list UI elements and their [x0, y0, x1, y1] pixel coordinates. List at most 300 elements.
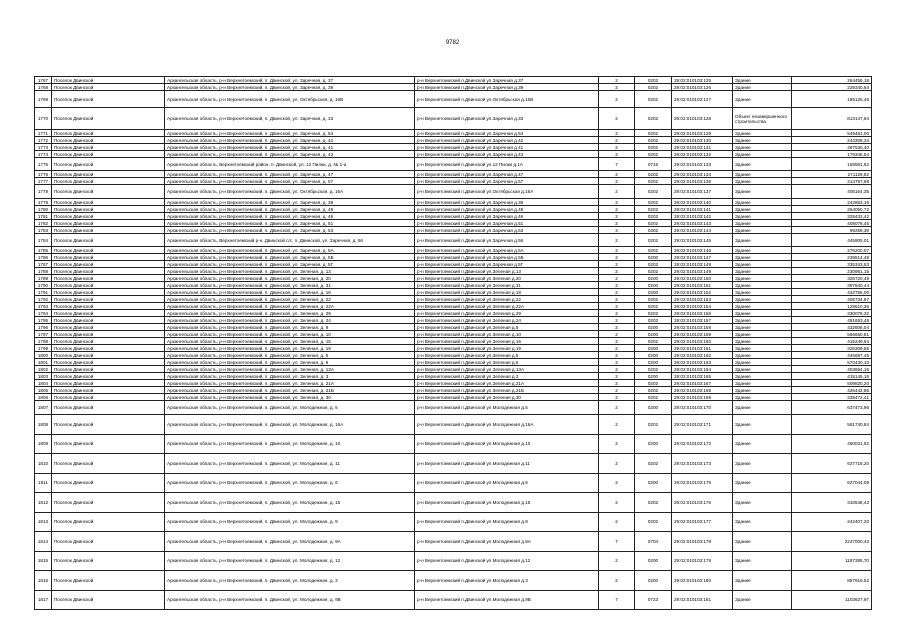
cadastral-value-cell: 185125,48 [792, 91, 872, 108]
short-address-cell: р-н Верхнетоемский п.Двинской ул.Заречная д.41 [415, 144, 599, 151]
cadastral-number-cell: 29:02:010103:126 [672, 84, 733, 91]
group-cell: 2 [599, 137, 635, 144]
cadastral-number-cell: 29:02:010103:137 [672, 185, 733, 199]
group-cell: 2 [599, 213, 635, 220]
object-type-cell: Здание [733, 415, 792, 435]
object-type-cell: Здание [733, 130, 792, 137]
address-cell: Архангельская область, р-н Верхнетоемский, п. Двинской, ул. Заречная, д. 53 [165, 227, 415, 234]
cadastral-value-cell: 214787,68 [792, 178, 872, 185]
cadastral-number-cell: 29:02:010103:172 [672, 434, 733, 454]
cadastral-value-cell: 264050,72 [792, 206, 872, 213]
group-cell: 2 [599, 303, 635, 310]
settlement-cell: Поселок Двинской [52, 130, 165, 137]
short-address-cell: р-н Верхнетоемский п.Двинской ул.Зеленая д.6 [415, 359, 599, 366]
code-cell: 0202 [635, 151, 672, 158]
group-cell: 2 [599, 366, 635, 373]
table-row [35, 275, 872, 282]
short-address-cell: р-н Верхнетоемский п.Двинской ул.Зеленая д.29 [415, 310, 599, 317]
row-number-cell: 1802 [35, 366, 52, 373]
group-cell: 2 [599, 268, 635, 275]
row-number-cell: 1776 [35, 171, 52, 178]
code-cell: 0200 [635, 345, 672, 352]
settlement-cell: Поселок Двинской [52, 220, 165, 227]
table-row [35, 401, 872, 415]
row-number-cell: 1797 [35, 331, 52, 338]
cadastral-number-cell: 29:02:010103:144 [672, 227, 733, 234]
cadastral-number-cell: 29:02:010103:177 [672, 512, 733, 532]
group-cell: 2 [599, 551, 635, 571]
code-cell: 0202 [635, 317, 672, 324]
code-cell: 0200 [635, 401, 672, 415]
cadastral-number-cell: 29:02:010103:142 [672, 213, 733, 220]
row-number-cell: 1813 [35, 512, 52, 532]
row-number-cell: 1768 [35, 84, 52, 91]
address-cell: Архангельская область, Верхнетоемский район, п. Двинской, ул. 12 Пилки, д. № 1-а [165, 158, 415, 171]
code-cell: 0202 [635, 261, 672, 268]
cadastral-number-cell: 29:02:010103:167 [672, 380, 733, 387]
short-address-cell: р-н Верхнетоемский п.Двинской ул.Зеленая д.9 [415, 324, 599, 331]
row-number-cell: 1812 [35, 493, 52, 513]
code-cell: 0202 [635, 185, 672, 199]
row-number-cell: 1796 [35, 324, 52, 331]
address-cell: Архангельская область, р-н Верхнетоемский, п. Двинской, ул. Зеленая, д. 18 [165, 289, 415, 296]
cadastral-value-cell: 2247000,43 [792, 532, 872, 552]
address-cell: Архангельская область, р-н Верхнетоемский, п. Двинской, ул. Заречная, д. 37 [165, 77, 415, 84]
row-number-cell: 1814 [35, 532, 52, 552]
address-cell: Архангельская область, р-н Верхнетоемский, п. Двинской, ул. Зеленая, д. 21Б [165, 387, 415, 394]
table-row [35, 213, 872, 220]
row-number-cell: 1803 [35, 373, 52, 380]
object-type-cell: Здание [733, 317, 792, 324]
row-number-cell: 1778 [35, 185, 52, 199]
cadastral-value-cell: 450031,82 [792, 434, 872, 454]
address-cell: Архангельская область, р-н Верхнетоемский, п. Двинской, ул. Зеленая, д. 6 [165, 359, 415, 366]
table-row [35, 144, 872, 151]
object-type-cell: Здание [733, 151, 792, 158]
object-type-cell: Здание [733, 199, 792, 206]
cadastral-number-cell: 29:02:010103:133 [672, 158, 733, 171]
cadastral-value-cell: 570430,10 [792, 359, 872, 366]
cadastral-number-cell: 29:02:010103:130 [672, 137, 733, 144]
cadastral-value-cell: 497530,40 [792, 144, 872, 151]
code-cell: 0202 [635, 206, 672, 213]
cadastral-value-cell: 264455,18 [792, 77, 872, 84]
settlement-cell: Поселок Двинской [52, 108, 165, 130]
code-cell: 0200 [635, 359, 672, 366]
short-address-cell: р-н Верхнетоемский п.Двинской ул.Молодежная д.3 [415, 571, 599, 591]
address-cell: Архангельская область, р-н Верхнетоемский, п. Двинской, ул. Молодежная, д. 6 [165, 473, 415, 493]
short-address-cell: р-н Верхнетоемский п.Двинской ул.Молодежная д.6 [415, 473, 599, 493]
code-cell: 0200 [635, 254, 672, 261]
table-row [35, 77, 872, 84]
cadastral-value-cell: 330078,32 [792, 310, 872, 317]
code-cell: 0200 [635, 373, 672, 380]
settlement-cell: Поселок Двинской [52, 261, 165, 268]
short-address-cell: р-н Верхнетоемский п.Двинской ул.Молодежная д.9В [415, 590, 599, 610]
cadastral-number-cell: 29:02:010103:173 [672, 454, 733, 474]
short-address-cell: р-н Верхнетоемский п.Двинской ул.Октябрьская д.16В [415, 91, 599, 108]
group-cell: 2 [599, 261, 635, 268]
address-cell: Архангельская область, р-н Верхнетоемский, п. Двинской, ул. Зеленая, д. 24 [165, 317, 415, 324]
cadastral-number-cell: 29:02:010103:131 [672, 144, 733, 151]
code-cell: 0202 [635, 220, 672, 227]
address-cell: Архангельская область, р-н Верхнетоемский, п. Двинской, ул. Зеленая, д. 19 [165, 345, 415, 352]
address-cell: Архангельская область, р-н Верхнетоемский, п. Двинской, ул. Заречная, д. 38 [165, 199, 415, 206]
settlement-cell: Поселок Двинской [52, 512, 165, 532]
table-row [35, 91, 872, 108]
cadastral-value-cell: 445905,01 [792, 234, 872, 247]
code-cell: 0202 [635, 247, 672, 254]
cadastral-value-cell: 326720,49 [792, 275, 872, 282]
short-address-cell: р-н Верхнетоемский п.Двинской ул.Заречная д.56 [415, 234, 599, 247]
cadastral-number-cell: 29:02:010103:170 [672, 401, 733, 415]
group-cell: 2 [599, 144, 635, 151]
address-cell: Архангельская область, р-н Верхнетоемский, п. Двинской, ул. Заречная, д. 54 [165, 130, 415, 137]
settlement-cell: Поселок Двинской [52, 571, 165, 591]
group-cell: 2 [599, 310, 635, 317]
short-address-cell: р-н Верхнетоемский п.Двинской ул.Заречная д.42 [415, 137, 599, 144]
address-cell: Архангельская область, р-н Верхнетоемский, п. Двинской, ул. Октябрьская, д. 16А [165, 185, 415, 199]
address-cell: Архангельская область, р-н Верхнетоемский, п. Двинской, ул. Заречная, д. 48 [165, 206, 415, 213]
row-number-cell: 1817 [35, 590, 52, 610]
row-number-cell: 1771 [35, 130, 52, 137]
short-address-cell: р-н Верхнетоемский п.Двинской ул.Заречная д.54 [415, 130, 599, 137]
short-address-cell: р-н Верхнетоемский п.Двинской ул.Зеленая д.19 [415, 345, 599, 352]
address-cell: Архангельская область, р-н Верхнетоемский, п. Двинской, ул. Зеленая, д. 21А [165, 380, 415, 387]
group-cell: 2 [599, 171, 635, 178]
code-cell: 0202 [635, 199, 672, 206]
cadastral-number-cell: 29:02:010103:152 [672, 289, 733, 296]
address-cell: Архангельская область, р-н Верхнетоемский, п. Двинской, ул. Заречная, д. 5А [165, 247, 415, 254]
address-cell: Архангельская область, р-н Верхнетоемский, п. Двинской, ул. Заречная, д. 46 [165, 213, 415, 220]
object-type-cell: Здание [733, 366, 792, 373]
code-cell: 0200 [635, 275, 672, 282]
group-cell: 7 [599, 532, 635, 552]
row-number-cell: 1775 [35, 158, 52, 171]
object-type-cell: Здание [733, 551, 792, 571]
table-row [35, 590, 872, 610]
short-address-cell: р-н Верхнетоемский п.Двинской ул.Заречная д.38 [415, 199, 599, 206]
settlement-cell: Поселок Двинской [52, 227, 165, 234]
cadastral-value-cell: 432608,04 [792, 324, 872, 331]
row-number-cell: 1801 [35, 359, 52, 366]
short-address-cell: р-н Верхнетоемский п.Двинской ул.Зеленая д.30 [415, 394, 599, 401]
address-cell: Архангельская область, р-н Верхнетоемский, п. Двинской, ул. Зеленая, д. 3 [165, 373, 415, 380]
settlement-cell: Поселок Двинской [52, 473, 165, 493]
address-cell: Архангельская область, р-н Верхнетоемский, п. Двинской, ул. Заречная, д. 39 [165, 84, 415, 91]
settlement-cell: Поселок Двинской [52, 434, 165, 454]
object-type-cell: Здание [733, 571, 792, 591]
address-cell: Архангельская область, р-н Верхнетоемский, п. Двинской, ул. Заречная, д. 41 [165, 144, 415, 151]
settlement-cell: Поселок Двинской [52, 401, 165, 415]
code-cell: 0200 [635, 434, 672, 454]
settlement-cell: Поселок Двинской [52, 268, 165, 275]
table-row [35, 415, 872, 435]
group-cell: 2 [599, 108, 635, 130]
object-type-cell: Здание [733, 220, 792, 227]
group-cell: 7 [599, 158, 635, 171]
group-cell: 2 [599, 247, 635, 254]
short-address-cell: р-н Верхнетоемский п.Двинской ул.Зеленая д.10 [415, 331, 599, 338]
short-address-cell: р-н Верхнетоемский п.Двинской ул.Заречная д.5Б [415, 254, 599, 261]
short-address-cell: р-н Верхнетоемский п.Двинской ул.Заречная д.48 [415, 206, 599, 213]
cadastral-value-cell: 491653,48 [792, 317, 872, 324]
address-cell: Архангельская область, р-н Верхнетоемский, п. Двинской, ул. Заречная, д. 43 [165, 151, 415, 158]
code-cell: 0202 [635, 268, 672, 275]
object-type-cell: Здание [733, 296, 792, 303]
short-address-cell: р-н Верхнетоемский п.Двинской ул.Молодежная д.15 [415, 493, 599, 513]
object-type-cell: Здание [733, 84, 792, 91]
cadastral-number-cell: 29:02:010103:151 [672, 282, 733, 289]
row-number-cell: 1806 [35, 394, 52, 401]
row-number-cell: 1816 [35, 571, 52, 591]
row-number-cell: 1808 [35, 415, 52, 435]
address-cell: Архангельская область, р-н Верхнетоемский, п. Двинской, ул. Заречная, д. 5Б [165, 254, 415, 261]
cadastral-value-cell: 627718,20 [792, 454, 872, 474]
settlement-cell: Поселок Двинской [52, 359, 165, 366]
cadastral-value-cell: 310548,43 [792, 493, 872, 513]
row-number-cell: 1798 [35, 338, 52, 345]
table-row [35, 137, 872, 144]
cadastral-number-cell: 29:02:010103:146 [672, 247, 733, 254]
group-cell: 2 [599, 199, 635, 206]
address-cell: Архангельская область, р-н Верхнетоемский, п. Двинской, ул. Заречная, д. 42 [165, 137, 415, 144]
group-cell: 2 [599, 359, 635, 366]
table-row [35, 130, 872, 137]
cadastral-number-cell: 29:02:010103:125 [672, 77, 733, 84]
group-cell: 2 [599, 387, 635, 394]
code-cell: 0200 [635, 324, 672, 331]
object-type-cell: Здание [733, 254, 792, 261]
row-number-cell: 1804 [35, 380, 52, 387]
group-cell: 2 [599, 331, 635, 338]
group-cell: 2 [599, 454, 635, 474]
object-type-cell: Здание [733, 394, 792, 401]
group-cell: 2 [599, 296, 635, 303]
short-address-cell: р-н Верхнетоемский п.Двинской ул.Зеленая д.15 [415, 338, 599, 345]
cadastral-value-cell: 338472,41 [792, 394, 872, 401]
cadastral-register-table [34, 76, 872, 610]
object-type-cell: Здание [733, 359, 792, 366]
object-type-cell: Здание [733, 352, 792, 359]
short-address-cell: р-н Верхнетоемский п.Двинской ул.Зеленая д.24 [415, 317, 599, 324]
settlement-cell: Поселок Двинской [52, 345, 165, 352]
table-row [35, 551, 872, 571]
cadastral-number-cell: 29:02:010103:136 [672, 178, 733, 185]
address-cell: Архангельская область, р-н Верхнетоемский, п. Двинской, ул. Молодежная, д. 16А [165, 415, 415, 435]
object-type-cell: Здание [733, 590, 792, 610]
short-address-cell: р-н Верхнетоемский п.Двинской ул.Заречная д.46 [415, 213, 599, 220]
object-type-cell: Здание [733, 338, 792, 345]
short-address-cell: р-н Верхнетоемский п.Двинской ул.Молодежная д.5 [415, 401, 599, 415]
cadastral-number-cell: 29:02:010103:175 [672, 473, 733, 493]
group-cell: 2 [599, 317, 635, 324]
code-cell: 0200 [635, 331, 672, 338]
object-type-cell: Здание [733, 91, 792, 108]
code-cell: 0202 [635, 296, 672, 303]
address-cell: Архангельская область, р-н Верхнетоемский, п. Двинской, ул. Молодежная, д. 9А [165, 532, 415, 552]
cadastral-value-cell: 405164,35 [792, 185, 872, 199]
row-number-cell: 1795 [35, 317, 52, 324]
address-cell: Архангельская область, р-н Верхнетоемский, п. Двинской, ул. Молодежная, д. 11 [165, 454, 415, 474]
address-cell: Архангельская область, р-н Верхнетоемский, п. Двинской, ул. Заречная, д. 47 [165, 171, 415, 178]
settlement-cell: Поселок Двинской [52, 171, 165, 178]
group-cell: 2 [599, 571, 635, 591]
address-cell: Архангельская область, р-н Верхнетоемский, п. Двинской, ул. Молодежная, д. 3 [165, 571, 415, 591]
short-address-cell: р-н Верхнетоемский п.Двинской ул.Зеленая д.3 [415, 373, 599, 380]
settlement-cell: Поселок Двинской [52, 493, 165, 513]
object-type-cell: Здание [733, 473, 792, 493]
object-type-cell: Здание [733, 275, 792, 282]
table-row [35, 473, 872, 493]
group-cell: 2 [599, 282, 635, 289]
object-type-cell: Здание [733, 289, 792, 296]
table-row [35, 227, 872, 234]
group-cell: 2 [599, 324, 635, 331]
code-cell: 0202 [635, 338, 672, 345]
cadastral-number-cell: 29:02:010103:169 [672, 394, 733, 401]
code-cell: 0202 [635, 493, 672, 513]
code-cell: 0302 [635, 227, 672, 234]
group-cell: 2 [599, 512, 635, 532]
group-cell: 2 [599, 380, 635, 387]
short-address-cell: р-н Верхнетоемский п.Двинской ул.Зеленая д.13 [415, 268, 599, 275]
row-number-cell: 1790 [35, 282, 52, 289]
table-row [35, 289, 872, 296]
table-row [35, 206, 872, 213]
table-row [35, 331, 872, 338]
cadastral-value-cell: 426442,85 [792, 387, 872, 394]
cadastral-number-cell: 29:02:010103:180 [672, 571, 733, 591]
cadastral-value-cell: 415145,15 [792, 373, 872, 380]
row-number-cell: 1777 [35, 178, 52, 185]
group-cell: 2 [599, 254, 635, 261]
object-type-cell: Здание [733, 532, 792, 552]
cadastral-number-cell: 29:02:010103:134 [672, 171, 733, 178]
short-address-cell: р-н Верхнетоемский п.Двинской ул.Зеленая д.5 [415, 352, 599, 359]
code-cell: 0715 [635, 158, 672, 171]
row-number-cell: 1770 [35, 108, 52, 130]
cadastral-number-cell: 29:02:010103:141 [672, 206, 733, 213]
row-number-cell: 1792 [35, 296, 52, 303]
group-cell: 2 [599, 338, 635, 345]
short-address-cell: р-н Верхнетоемский п.Двинской ул.Заречная д.5А [415, 247, 599, 254]
short-address-cell: р-н Верхнетоемский п.Двинской ул.Заречная д.53 [415, 227, 599, 234]
address-cell: Архангельская область, р-н Верхнетоемский, п. Двинской, ул. Молодежная, д. 10 [165, 434, 415, 454]
short-address-cell: р-н Верхнетоемский п.Двинской ул.Заречная д.39 [415, 84, 599, 91]
code-cell: 0202 [635, 178, 672, 185]
code-cell: 0200 [635, 551, 672, 571]
table-row [35, 158, 872, 171]
cadastral-value-cell: 326309,55 [792, 345, 872, 352]
cadastral-value-cell: 627044,09 [792, 473, 872, 493]
settlement-cell: Поселок Двинской [52, 206, 165, 213]
short-address-cell: р-н Верхнетоемский п.Двинской ул.Заречная д.33 [415, 108, 599, 130]
address-cell: Архангельская область, р-н Верхнетоемский, п. Двинской, ул. Зеленая, д. 29 [165, 310, 415, 317]
settlement-cell: Поселок Двинской [52, 324, 165, 331]
cadastral-value-cell: 509820,20 [792, 380, 872, 387]
settlement-cell: Поселок Двинской [52, 84, 165, 91]
code-cell: 0202 [635, 387, 672, 394]
table-row [35, 454, 872, 474]
table-row [35, 261, 872, 268]
group-cell: 2 [599, 178, 635, 185]
table-row [35, 394, 872, 401]
cadastral-number-cell: 29:02:010103:157 [672, 317, 733, 324]
cadastral-number-cell: 29:02:010103:162 [672, 352, 733, 359]
group-cell: 2 [599, 275, 635, 282]
object-type-cell: Здание [733, 387, 792, 394]
object-type-cell: Здание [733, 493, 792, 513]
settlement-cell: Поселок Двинской [52, 331, 165, 338]
short-address-cell: р-н Верхнетоемский п.Двинской ул.Зеленая д.18 [415, 289, 599, 296]
short-address-cell: р-н Верхнетоемский п.Двинской ул.Октябрьская д.16А [415, 185, 599, 199]
group-cell: 2 [599, 206, 635, 213]
code-cell: 0202 [635, 415, 672, 435]
table-row [35, 151, 872, 158]
short-address-cell: р-н Верхнетоемский п.Двинской ул.Молодежная д.9А [415, 532, 599, 552]
row-number-cell: 1785 [35, 247, 52, 254]
object-type-cell: Здание [733, 247, 792, 254]
cadastral-value-cell: 857916,52 [792, 571, 872, 591]
short-address-cell: р-н Верхнетоемский п.Двинской ул.Зеленая д.22 [415, 296, 599, 303]
address-cell: Архангельская область, р-н Верхнетоемский, п. Двинской, ул. Заречная, д. 51 [165, 220, 415, 227]
cadastral-number-cell: 29:02:010103:143 [672, 220, 733, 227]
row-number-cell: 1788 [35, 268, 52, 275]
short-address-cell: р-н Верхнетоемский п.Двинской ул.Заречная д.57 [415, 178, 599, 185]
table-row [35, 434, 872, 454]
group-cell: 2 [599, 84, 635, 91]
cadastral-value-cell: 403654,16 [792, 366, 872, 373]
table-row [35, 108, 872, 130]
group-cell: 2 [599, 394, 635, 401]
address-cell: Архангельская область, р-н Верхнетоемский, п. Двинской, ул. Зеленая, д. 13А [165, 366, 415, 373]
short-address-cell: р-н Верхнетоемский п.Двинской ул.Зеленая д.13А [415, 366, 599, 373]
settlement-cell: Поселок Двинской [52, 590, 165, 610]
cadastral-value-cell: 637473,96 [792, 401, 872, 415]
cadastral-value-cell: 432755,00 [792, 289, 872, 296]
object-type-cell: Здание [733, 310, 792, 317]
settlement-cell: Поселок Двинской [52, 373, 165, 380]
cadastral-value-cell: 271129,82 [792, 171, 872, 178]
row-number-cell: 1774 [35, 151, 52, 158]
settlement-cell: Поселок Двинской [52, 289, 165, 296]
object-type-cell: Здание [733, 268, 792, 275]
cadastral-value-cell: 813147,84 [792, 108, 872, 130]
group-cell: 2 [599, 130, 635, 137]
address-cell: Архангельская область, р-н Верхнетоемский, п. Двинской, ул. Зеленая, д. 10 [165, 331, 415, 338]
cadastral-value-cell: 408078,45 [792, 220, 872, 227]
address-cell: Архангельская область, р-н Верхнетоемский, п. Двинской, ул. Молодежная, д. 12 [165, 551, 415, 571]
address-cell: Архангельская область, Верхнетоемский р-н, Двинской с/с, п. Двинской, ул. Заречная, д. 56 [165, 234, 415, 247]
cadastral-value-cell: 397840,44 [792, 282, 872, 289]
address-cell: Архангельская область, р-н Верхнетоемский, п. Двинской, ул. Зеленая, д. 31 [165, 282, 415, 289]
cadastral-number-cell: 29:02:010103:161 [672, 345, 733, 352]
code-cell: 0202 [635, 91, 672, 108]
cadastral-number-cell: 29:02:010103:165 [672, 373, 733, 380]
code-cell: 0200 [635, 473, 672, 493]
address-cell: Архангельская область, р-н Верхнетоемский, п. Двинской, ул. Октябрьская, д. 16В [165, 91, 415, 108]
code-cell: 0202 [635, 310, 672, 317]
address-cell: Архангельская область, р-н Верхнетоемский, п. Двинской, ул. Заречная, д. 5Г [165, 261, 415, 268]
group-cell: 2 [599, 352, 635, 359]
object-type-cell: Здание [733, 185, 792, 199]
table-row [35, 317, 872, 324]
object-type-cell: Здание [733, 206, 792, 213]
group-cell: 2 [599, 185, 635, 199]
cadastral-value-cell: 239514,49 [792, 254, 872, 261]
settlement-cell: Поселок Двинской [52, 275, 165, 282]
